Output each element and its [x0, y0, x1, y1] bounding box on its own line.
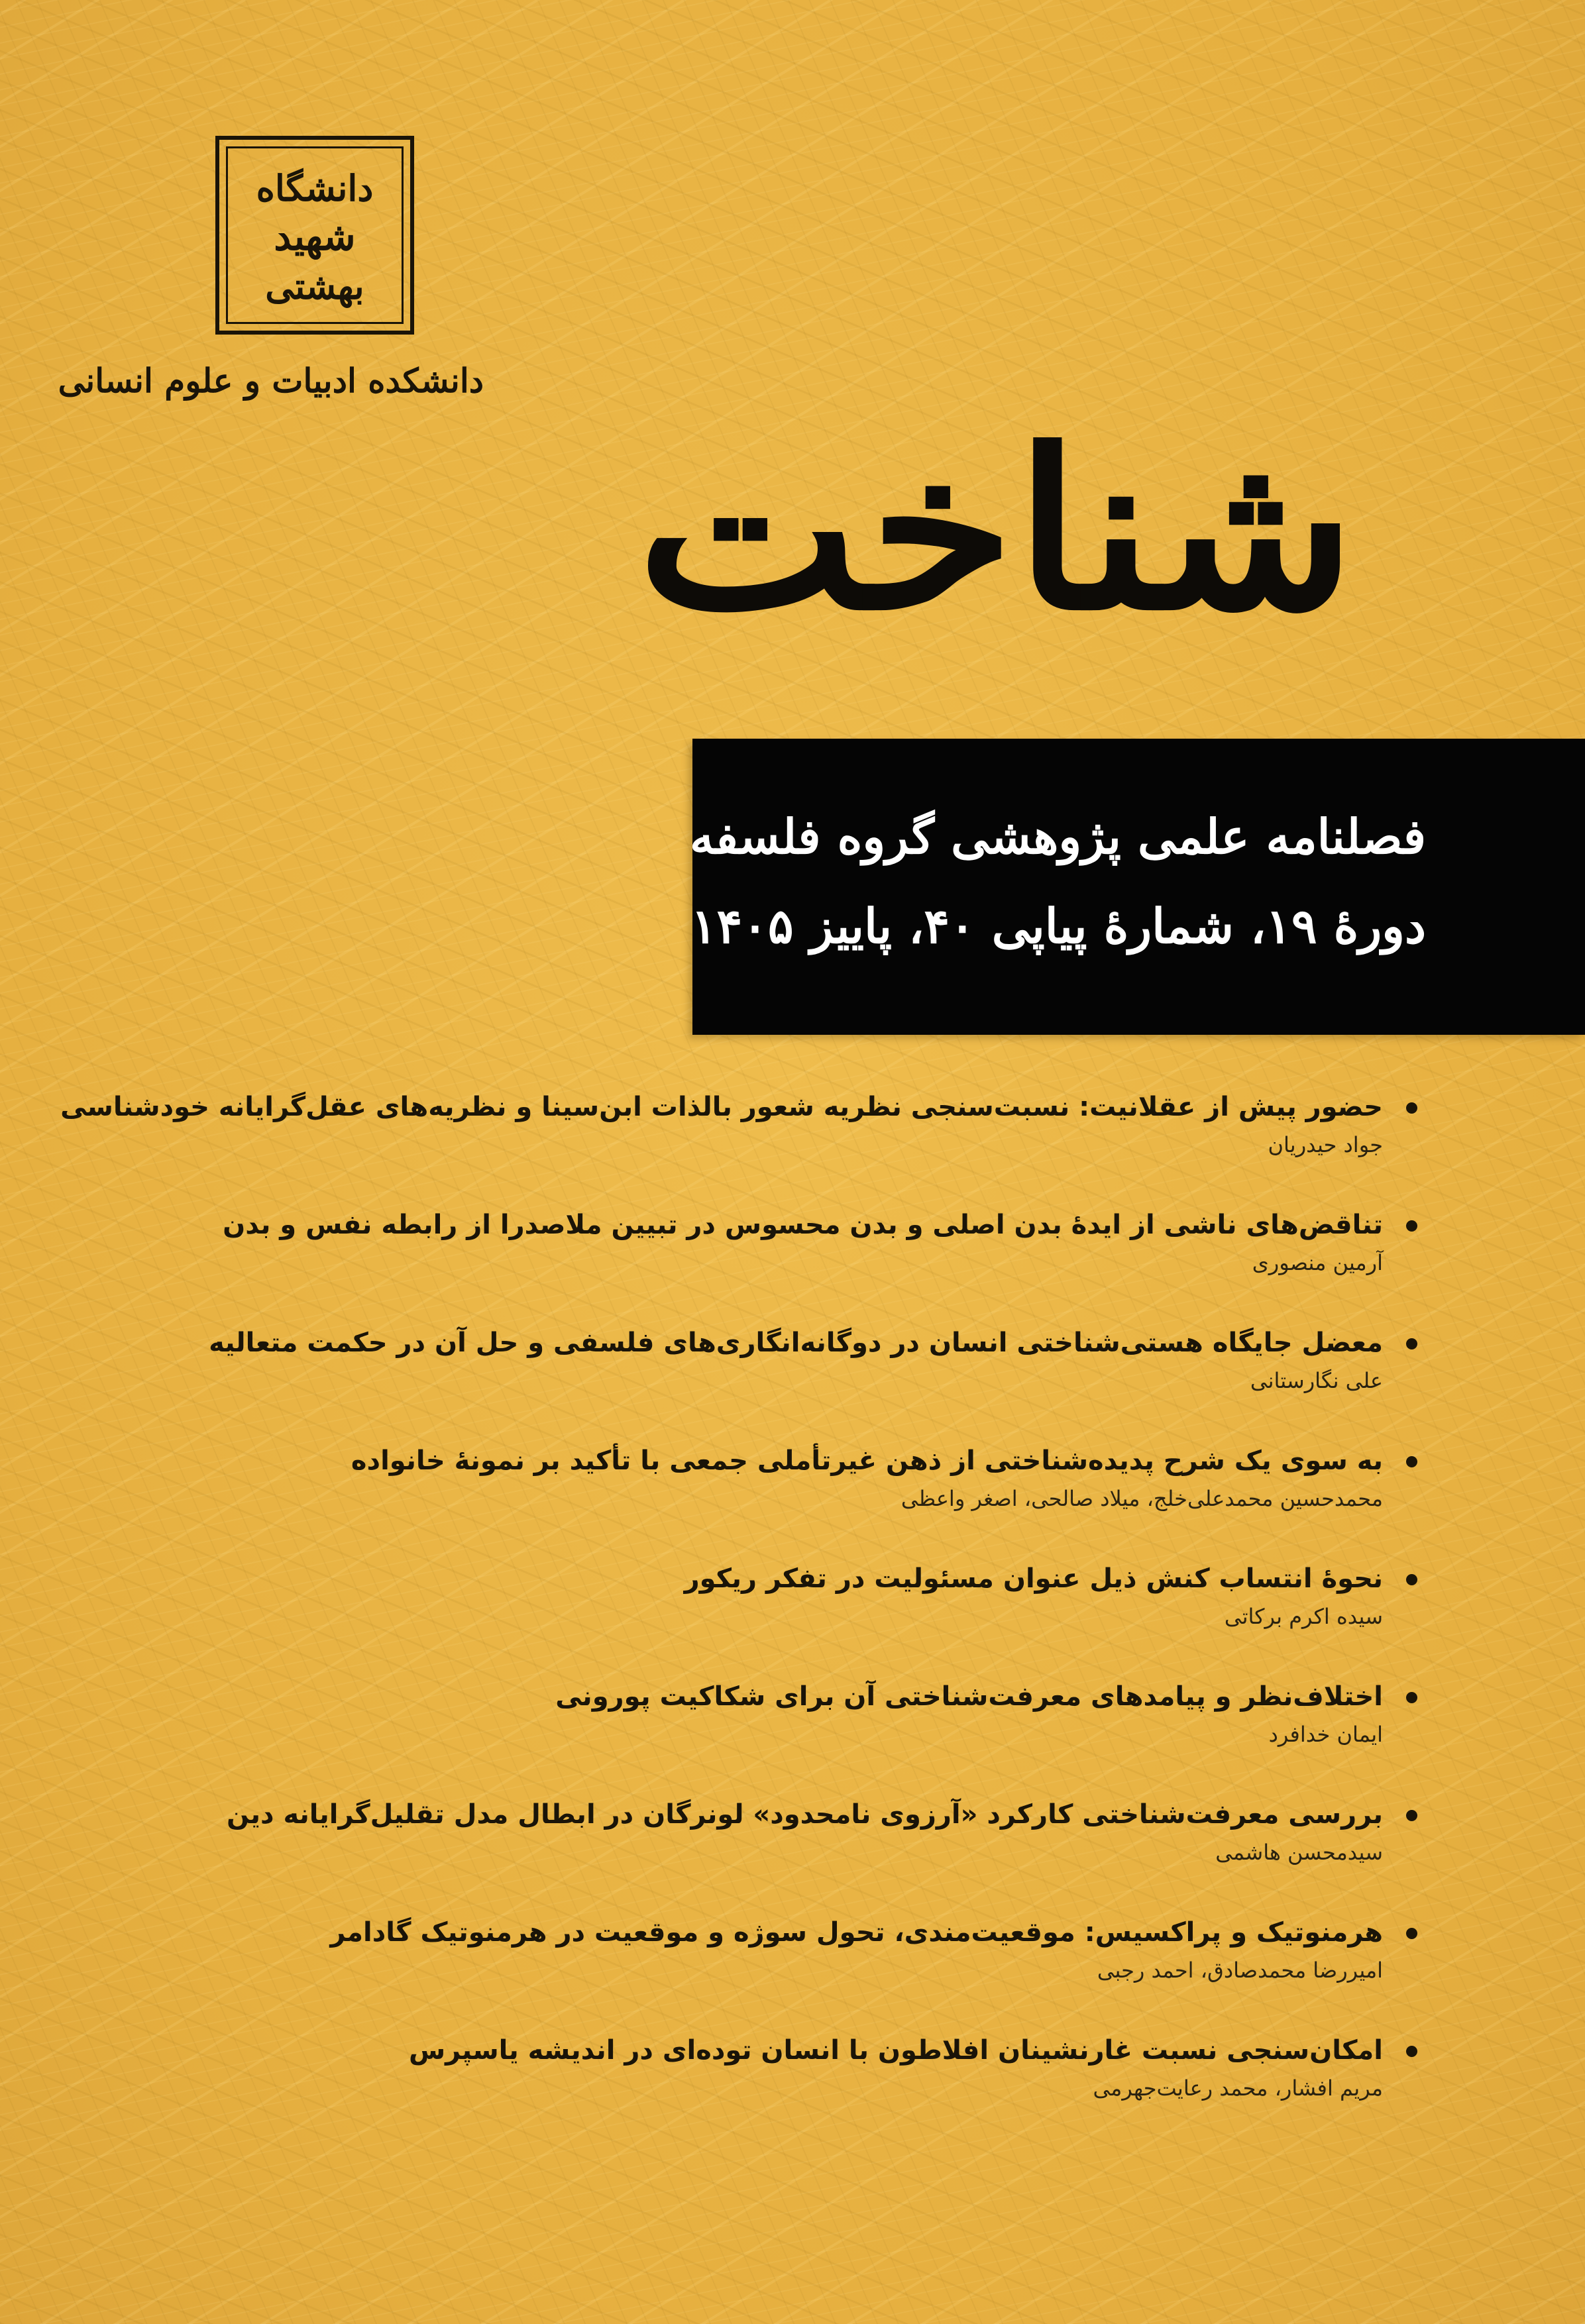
list-item [227, 1794, 1383, 1912]
bullet-icon [1406, 1220, 1417, 1232]
bullet-icon [1406, 1338, 1417, 1349]
list-item [256, 1676, 1383, 1794]
article-authors: آرمین منصوری [1252, 1250, 1383, 1275]
seal-line-3: بهشتی [265, 265, 364, 307]
article-title: نحوۀ انتساب کنش ذیل عنوان مسئولیت در تفکر ریکور [684, 1563, 1383, 1594]
journal-subtitle: فصلنامه علمی پژوهشی گروه فلسفه [690, 808, 1426, 865]
article-title: به سوی یک شرح پدیده‌شناختی از ذهن غیرتأملی جمعی با تأکید بر نمونۀ خانواده [351, 1446, 1383, 1476]
issue-info: دورۀ ۱۹، شمارۀ پیاپی ۴۰، پاییز ۱۴۰۵ [690, 898, 1426, 954]
article-title: امکان‌سنجی نسبت غارنشینان افلاطون با انسان توده‌ای در اندیشه یاسپرس [408, 2035, 1383, 2066]
article-title: هرمنوتیک و پراکسیس: موقعیت‌مندی، تحول سوژه و موقعیت در هرمنوتیک گادامر [330, 1917, 1383, 1948]
bullet-icon [1406, 1928, 1417, 1939]
journal-info-banner [692, 739, 1585, 1035]
bullet-icon [1406, 1574, 1417, 1585]
bullet-icon [1406, 2046, 1417, 2057]
journal-title: شناخت [636, 401, 1356, 659]
university-seal-calligraphy [235, 156, 394, 315]
article-authors: امیررضا محمدصادق، احمد رجبی [1097, 1958, 1383, 1983]
list-item [256, 1912, 1383, 2030]
article-authors: علی نگارستانی [1250, 1368, 1383, 1393]
article-authors: سیده اکرم برکاتی [1224, 1604, 1383, 1629]
bullet-icon [1406, 1692, 1417, 1703]
list-item [256, 1440, 1383, 1558]
bullet-icon [1406, 1102, 1417, 1114]
article-title: بررسی معرفت‌شناختی کارکرد «آرزوی نامحدود» لونرگان در ابطال مدل تقلیل‌گرایانه دین [227, 1799, 1383, 1830]
list-item [209, 1322, 1383, 1440]
table-of-contents [60, 1086, 1383, 2148]
article-authors: سیدمحسن هاشمی [1215, 1840, 1383, 1865]
article-title: تناقض‌های ناشی از ایدۀ بدن اصلی و بدن محسوس در تبیین ملاصدرا از رابطه نفس و بدن [223, 1210, 1383, 1240]
article-title: معضل جایگاه هستی‌شناختی انسان در دوگانه‌انگاری‌های فلسفی و حل آن در حکمت متعالیه [209, 1328, 1383, 1358]
university-seal-icon [215, 136, 414, 335]
article-authors: مریم افشار، محمد رعایت‌جهرمی [1093, 2076, 1383, 2101]
list-item [256, 2030, 1383, 2148]
article-authors: ایمان خدافرد [1268, 1722, 1383, 1747]
seal-line-1: دانشگاه [256, 167, 374, 209]
article-authors: جواد حیدریان [1268, 1132, 1383, 1157]
bullet-icon [1406, 1810, 1417, 1821]
faculty-name: دانشکده ادبیات و علوم انسانی [58, 361, 484, 400]
article-title: حضور پیش از عقلانیت: نسبت‌سنجی نظریه شعور بالذات ابن‌سینا و نظریه‌های عقل‌گرایانه خودشناسی [60, 1092, 1383, 1122]
seal-line-2: شهید [274, 214, 356, 259]
article-authors: محمدحسین محمدعلی‌خلج، میلاد صالحی، اصغر واعظی [901, 1486, 1383, 1511]
list-item [256, 1558, 1383, 1676]
list-item [223, 1204, 1383, 1322]
bullet-icon [1406, 1456, 1417, 1467]
list-item [60, 1086, 1383, 1204]
article-title: اختلاف‌نظر و پیامدهای معرفت‌شناختی آن برای شکاکیت پورونی [555, 1681, 1383, 1712]
